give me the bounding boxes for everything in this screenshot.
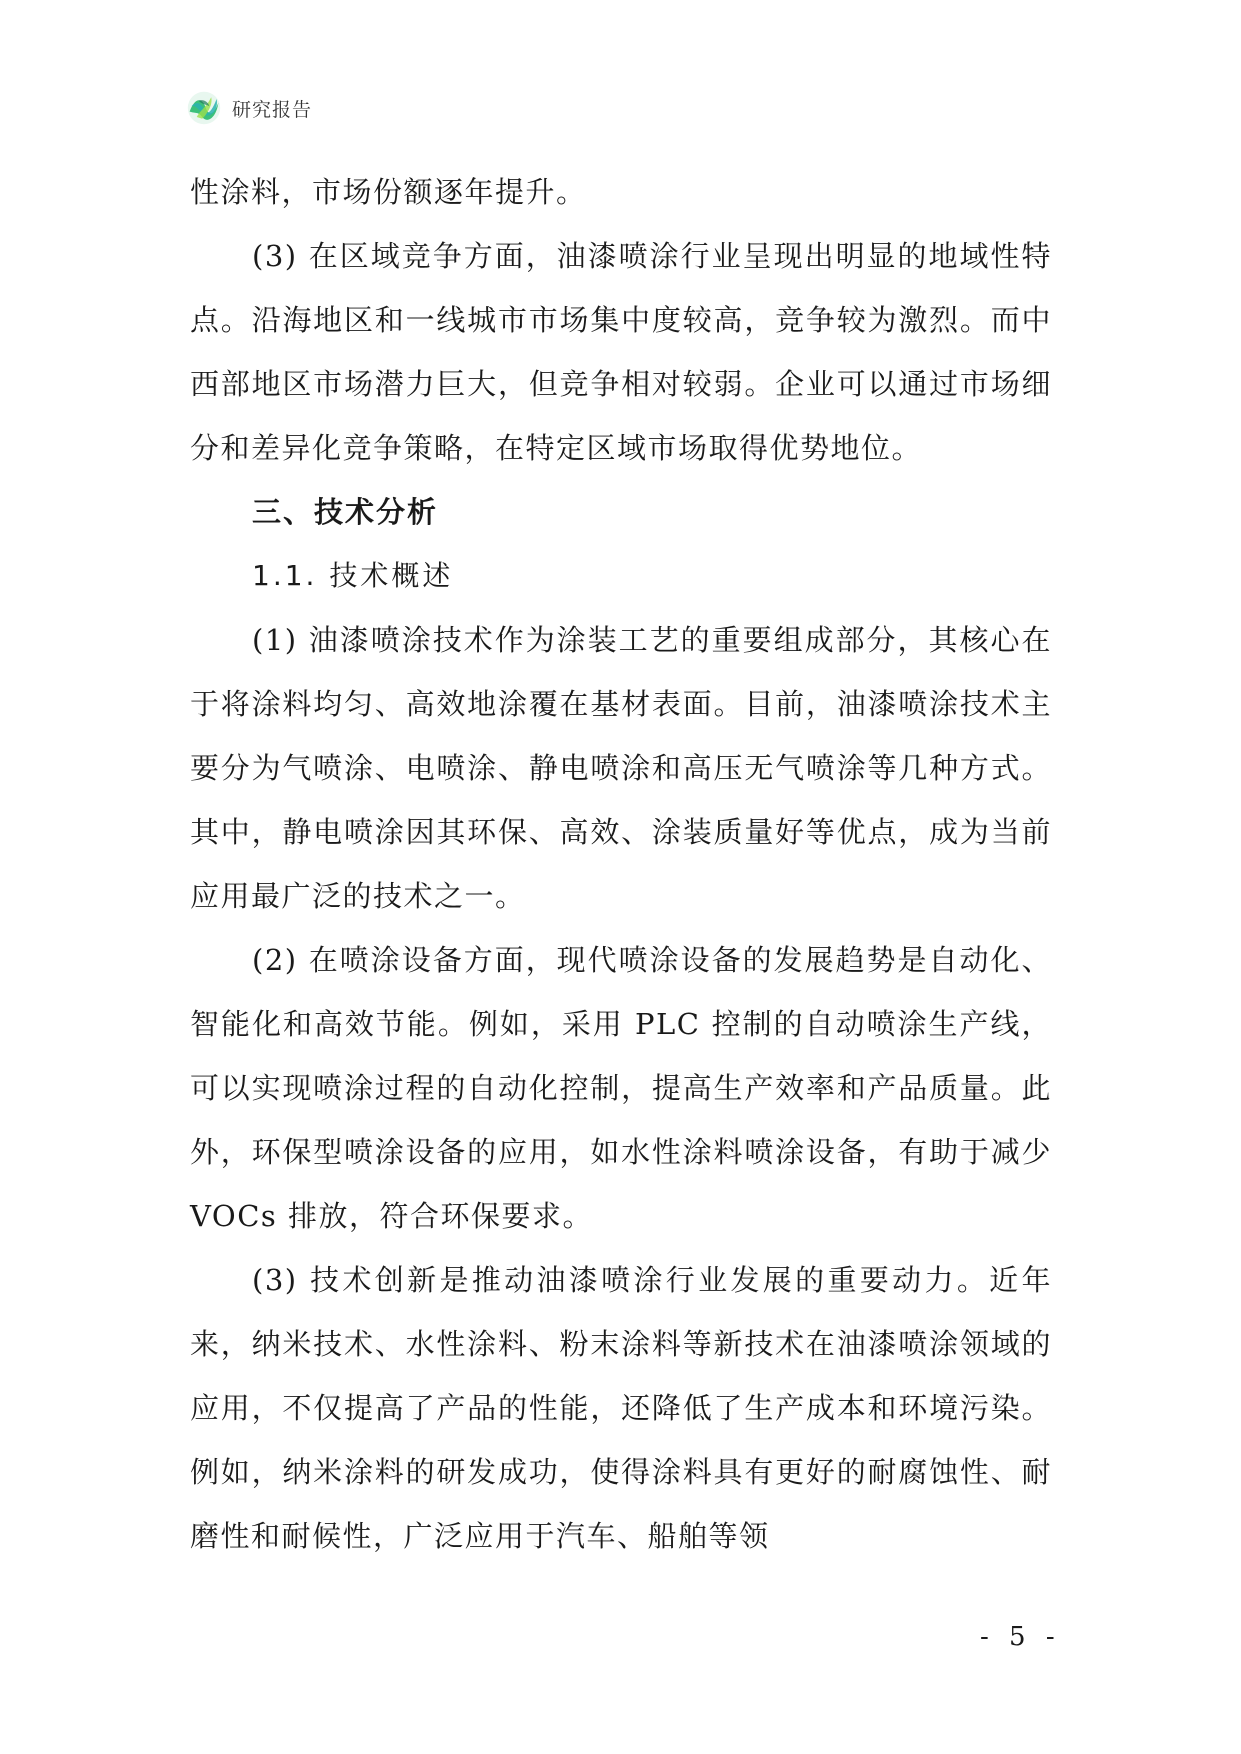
paragraph-technology-overview: (1) 油漆喷涂技术作为涂装工艺的重要组成部分，其核心在于将涂料均匀、高效地涂覆在基材表面。目前，油漆喷涂技术主要分为气喷涂、电喷涂、静电喷涂和高压无气喷涂等几种方式。其中，静电喷涂因其环保、高效、涂装质量好等优点，成为当前应用最广泛的技术之一。 (190, 623, 1052, 913)
paragraph-technical-innovation: (3) 技术创新是推动油漆喷涂行业发展的重要动力。近年来，纳米技术、水性涂料、粉末涂料等新技术在油漆喷涂领域的应用，不仅提高了产品的性能，还降低了生产成本和环境污染。例如，纳米涂料的研发成功，使得涂料具有更好的耐腐蚀性、耐磨性和耐候性，广泛应用于汽车、船舶等领 (190, 1263, 1052, 1553)
document-body (190, 160, 1052, 1568)
paragraph-continuation: 性涂料，市场份额逐年提升。 (190, 175, 587, 209)
page-number: - 5 - (980, 1622, 1061, 1652)
page-header (186, 88, 312, 128)
report-title: 研究报告 (232, 98, 313, 121)
section-heading: 三、技术分析 (252, 495, 439, 529)
subsection-heading: 1.1. 技术概述 (252, 559, 454, 592)
report-logo-icon (186, 90, 222, 126)
paragraph-regional-competition: (3) 在区域竞争方面，油漆喷涂行业呈现出明显的地域性特点。沿海地区和一线城市市场集中度较高，竞争较为激烈。而中西部地区市场潜力巨大，但竞争相对较弱。企业可以通过市场细分和差异化竞争策略，在特定区域市场取得优势地位。 (190, 239, 1052, 465)
paragraph-spray-equipment: (2) 在喷涂设备方面，现代喷涂设备的发展趋势是自动化、智能化和高效节能。例如，采用 PLC 控制的自动喷涂生产线，可以实现喷涂过程的自动化控制，提高生产效率和产品质量。此外，环保型喷涂设备的应用，如水性涂料喷涂设备，有助于减少 VOCs 排放，符合环保要求。 (190, 943, 1052, 1233)
